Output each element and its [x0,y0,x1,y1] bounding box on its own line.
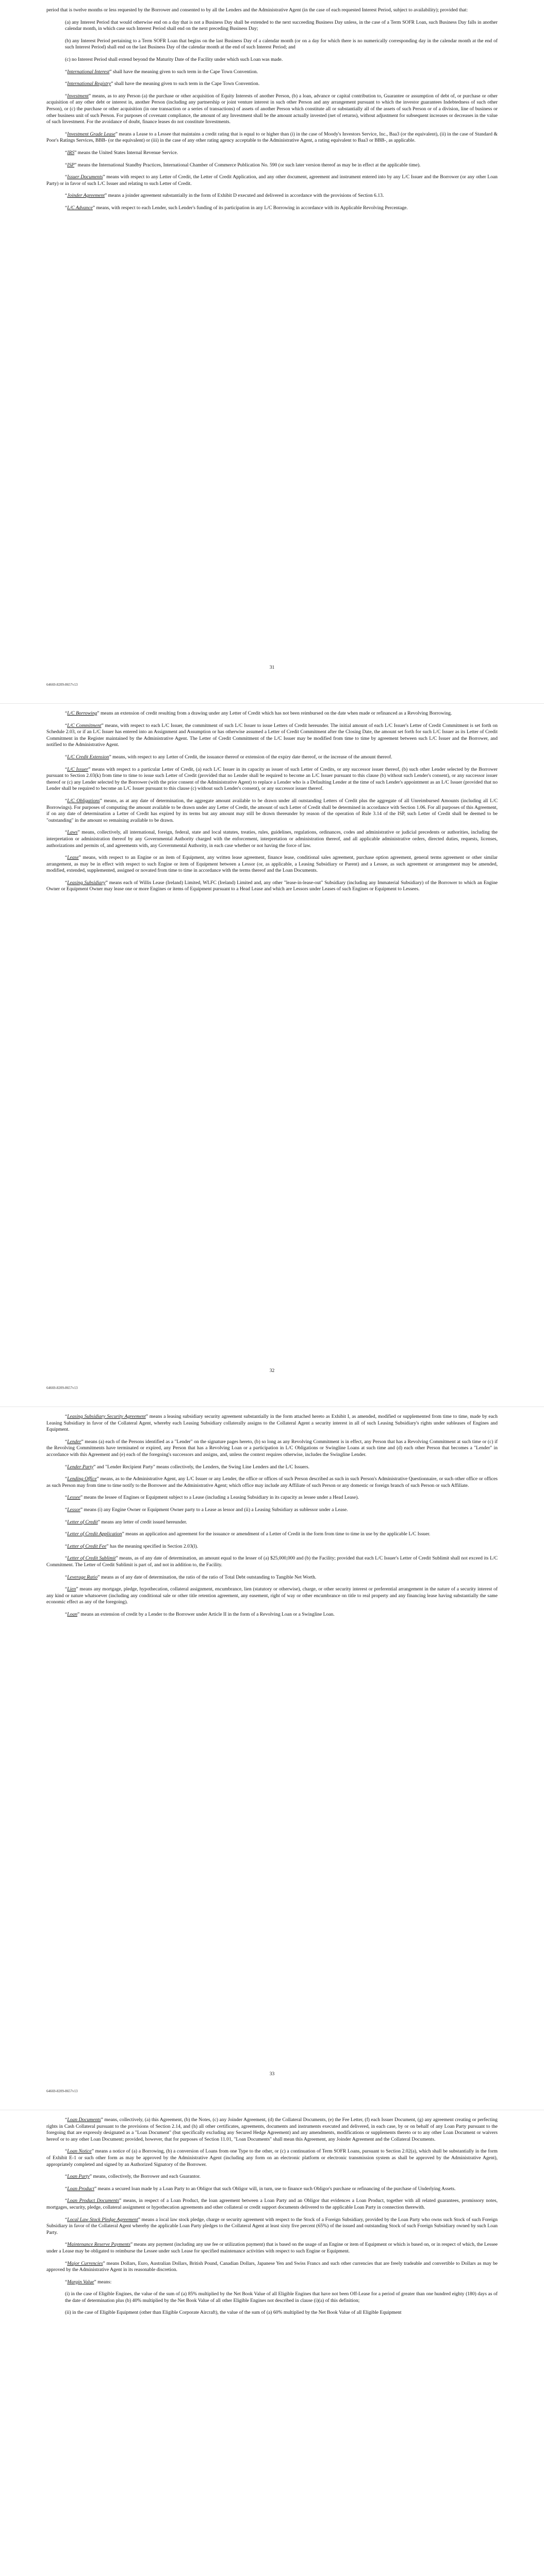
defined-term: Letter of Credit Fee [67,1543,107,1549]
definition-paragraph: “Laws” means, collectively, all international, foreign, federal, state and local statutes, treaties, rules, guidelines, regulations, ordinances, codes and administrative or judicial precedents or authorities, including the interpretation or administration thereof by any Governmental Authority charged with the enforcement, interpretation or administration thereof, and all applicable administrative orders, directed duties, requests, licenses, authorizations and permits of, and agreements with, any Governmental Authority, in each case whether or not having the force of law. [46,829,498,849]
defined-term: Lease [67,855,79,861]
paragraph-text: means a notice of (a) a Borrowing, (b) a conversion of Loans from one Type to the other, or (c) a continuation of Term SOFR Loans, pursuant to Section 2.02(a), which shall be substantially in the form of Exhibit E-1 or such other form as may be approved by the Administrative Agent (including any form on an electronic platform or electronic transmission system as shall be approved by the Administrative Agent), appropriately completed and signed by an Authorized Signatory of the Borrower. [46,2148,498,2167]
defined-term: Lien [67,1586,76,1592]
paragraph [46,20,498,32]
defined-term: International Interest [67,69,110,75]
definition-paragraph: “Letter of Credit Application” means an application and agreement for the issuance or amendment of a Letter of Credit in the form from time to time in use by the applicable L/C Issuer. [65,1531,431,1537]
page-31 [0,0,544,703]
defined-term: Lessor [67,1506,80,1513]
paragraph-text: means, with respect to any Letter of Credit, the issuance thereof or extension of the expiry date thereof, or the increase of the amount thereof. [111,754,392,760]
defined-term: ISP [67,162,75,168]
defined-term: Issuer Documents [67,174,103,180]
definition-paragraph: “Investment” means, as to any Person (a) the purchase or other acquisition of Equity Interests of another Person, (b) a loan, advance or capital contribution to, Guarantee or assumption of debt of, or purchase or other acquisition of any other debt or interest in, another Person (including any partnership or joint venture interest in such other Person and any arrangement pursuant to which the investor guarantees Indebtedness of such other Person), or (c) the purchase or other acquisition (in one transaction or a series of transactions) of assets of another Person which constitute all or substantially all of the assets of such Person or of a division, line of business or other business unit of such Person. For purposes of covenant compliance, the amount of any Investment shall be the amount actually invested (net of returns), without adjustment for subsequent increases or decreases in the value of such Investment. For the avoidance of doubt, finance leases do not constitute Investments. [46,93,498,125]
paragraph-text: means, as at any date of determination, the aggregate amount available to be drawn under all outstanding Letters of Credit plus the aggregate of all Unreimbursed Amounts (including all L/C Borrowings). For purposes of computing the amount available to be drawn under any Letter of Credit, the amount of such Letter of Credit shall be determined in accordance with Section 1.06. For all purposes of this Agreement, if on any date of determination a Letter of Credit has expired by its terms but any amount may still be drawn thereunder by reason of the operation of Rule 3.14 of the ISP, such Letter of Credit shall be deemed to be "outstanding" in the amount so remaining available to be drawn. [46,798,498,823]
paragraph [46,2291,498,2304]
definition-paragraph: “Letter of Credit Sublimit” means, as of any date of determination, an amount equal to the lesser of (a) $25,000,000 and (b) the Facility; provided that each L/C Issuer's Letter of Credit Sublimit shall not exceed its L/C Commitment. The Letter of Credit Sublimit is part of, and not in addition to, the Facility. [46,1555,498,1568]
paragraph-text: means with respect to a particular Letter of Credit, (a) each L/C Issuer in its capacity as issuer of such Letter of Credits, or any successor issuer thereof, (b) such other Lender selected by the Borrower pursuant to Section 2.03(k) from time to time to issue such Letter of Credit (provided that no Lender shall be required to become an L/C Issuer pursuant to this clause (b) without such Lender's consent), or any successor issuer thereof or (c) any Lender selected by the Borrower (with the prior consent of the Administrative Agent) to replace a Lender who is a Defaulting Lender at the time of such Lender's appointment as an L/C Issuer (provided that no Lender shall be required to become an L/C Issuer pursuant to this clause (c) without such Lender's consent), or any successor issuer thereof. [46,766,498,792]
defined-term: Investment [67,93,89,99]
paragraph-text: means, with respect to an Engine or an item of Equipment, any written lease agreement, finance lease, conditional sales agreement, purchase option agreement, general terms agreement or other similar arrangement, as may be in effect with respect to such Engine or item of Equipment between a Lessor (or, as applicable, a Leasing Subsidiary or Parent) and a Lessee, as such agreement or arrangement may be amended, modified, extended, supplemented, assigned or novated from time to time in accordance with the terms thereof and the Loan Documents. [46,855,498,874]
paragraph-text: (a) any Interest Period that would otherwise end on a day that is not a Business Day shall be extended to the next succeeding Business Day unless, in the case of a Term SOFR Loan, such Business Day falls in another calendar month, in which case such Interest Period shall end on the next preceding Business Day; [65,19,498,32]
definition-paragraph: “Loan Product” means a secured loan made by a Loan Party to an Obligor that such Obligor will, in turn, use to finance such Obligor's purchase or refinancing of the purchase of Underlying Assets. [65,2185,456,2192]
defined-term: L/C Advance [67,205,93,211]
defined-term: Loan Notice [67,2148,92,2155]
definition-paragraph: “Local Law Stock Pledge Agreement” means a local law stock pledge, charge or security agreement with respect to the Stock of a Foreign Subsidiary, provided by the Loan Party who owns such Stock of such Foreign Subsidiary in favor of the Collateral Agent whereby the applicable Loan Party pledges to the Collateral Agent at least sixty five percent (65%) of the issued and outstanding Stock of such Foreign Subsidiary owned by such Loan Party. [46,2216,498,2235]
paragraph-text: means, collectively, (a) this Agreement, (b) the Notes, (c) any Joinder Agreement, (d) the Collateral Documents, (e) the Fee Letter, (f) each Issuer Document, (g) any agreement creating or perfecting rights in Cash Collateral pursuant to the provisions of Section 2.14, and (h) all other certificates, agreements, documents and instruments executed and delivered, in each case, by or on behalf of any Loan Party pursuant to the foregoing that are expressly designated as a "Loan Document" (but specifically excluding any Secured Hedge Agreement) and any amendments, modifications or supplements thereto or to any other Loan Document or waivers hereof or to any other Loan Document; provided, however, that for purposes of Section 11.01, "Loan Documents" shall mean this Agreement, any Joinder Agreement and the Collateral Documents. [46,2117,498,2142]
paragraph-text: means a Lease to a Lessee that maintains a credit rating that is equal to or higher than (i) in the case of Moody's Investors Service, Inc., Baa3 (or the equivalent), (ii) in the case of Standard & Poor's Ratings Services, BBB- (or the equivalent) or (iii) in the case of any other rating agency acceptable to the Administrative Agent, a rating equivalent to Baa3 or BBB-, as applicable. [46,131,498,144]
page-body [46,2117,498,2322]
definition-paragraph: “L/C Issuer” means with respect to a particular Letter of Credit, (a) each L/C Issuer in its capacity as issuer of such Letter of Credits, or any successor issuer thereof, (b) such other Lender selected by the Borrower pursuant to Section 2.03(k) from time to time to issue such Letter of Credit (provided that no Lender shall be required to become an L/C Issuer pursuant to this clause (b) without such Lender's consent), or any successor issuer thereof or (c) any Lender selected by the Borrower (with the prior consent of the Administrative Agent) to replace a Lender who is a Defaulting Lender at the time of such Lender's appointment as an L/C Issuer (provided that no Lender shall be required to become an L/C Issuer pursuant to this clause (c) without such Lender's consent), or any successor issuer thereof. [46,766,498,792]
document-id-footer: 64669-8209-8657v13 [46,1386,78,1390]
page-divider [0,703,544,704]
defined-term: Major Currencies [67,2260,103,2266]
paragraph-text: period that is twelve months or less requested by the Borrower and consented to by all the Lenders and the Administrative Agent (in the case of each requested Interest Period, subject to availability); provided that: [46,7,468,13]
page-number: 32 [269,1368,275,1374]
defined-term: Leverage Ratio [67,1574,98,1580]
paragraph-text: shall have the meaning given to such term in the Cape Town Convention. [111,69,258,75]
defined-term: L/C Commitment [67,722,102,728]
definition-paragraph: “Loan” means an extension of credit by a Lender to the Borrower under Article II in the form of a Revolving Loan or a Swingline Loan. [65,1611,335,1617]
paragraph-text: (b) any Interest Period pertaining to a Term SOFR Loan that begins on the last Business Day of a calendar month (or on a day for which there is no numerically corresponding day in the calendar month at the end of such Interest Period) shall end on the last Business Day of the calendar month at the end of such Interest Period; and [65,38,498,50]
paragraph-text: means a joinder agreement substantially in the form of Exhibit D executed and delivered in accordance with the provisions of Section 6.13. [107,193,384,199]
paragraph-text: means with respect to any Letter of Credit, the Letter of Credit Application, and any other document, agreement and instrument entered into by any L/C Issuer and the Borrower (or any other Loan Party) or in favor of such L/C Issuer and relating to such Letter of Credit. [46,174,498,187]
definition-paragraph: “Leasing Subsidiary” means each of Willis Lease (Ireland) Limited, WLFC (Ireland) Limited and, any other "lease-in-lease-out" Subsidiary (including any Immaterial Subsidiary) of the Borrower to which an Engine Owner or Equipment Owner may lease one or more Engines or items of Equipment pursuant to a Head Lease and which are Lessors under Leases of such Engines or Equipment to Lessees. [46,879,498,892]
paragraph-text: (ii) in the case of Eligible Equipment (other than Eligible Corporate Aircraft), the value of the sum of (a) 60% multiplied by the Net Book Value of all Eligible Equipment [65,2310,402,2316]
paragraph-text: means an extension of credit resulting from a drawing under any Letter of Credit which has not been reimbursed on the date when made or refinanced as a Revolving Borrowing. [99,710,452,716]
defined-term: Letter of Credit [67,1519,98,1525]
paragraph-text: means the United States Internal Revenue Service. [76,149,178,156]
paragraph-text: and "Lender Recipient Party" means collectively, the Lenders, the Swing Line Lenders and the L/C Issuers. [95,1464,309,1470]
defined-term: IRS [67,149,75,156]
page-33 [0,1406,544,2110]
page-34 [0,2110,544,2576]
defined-term: Joinder Agreement [67,193,105,199]
paragraph-text: means, collectively, the Borrower and each Guarantor. [91,2174,201,2180]
paragraph-text: means: [96,2279,112,2285]
paragraph-text: means, collectively, all international, foreign, federal, state and local statutes, treaties, rules, guidelines, regulations, ordinances, codes and administrative or judicial precedents or authorities, including the interpretation or administration thereof by any Governmental Authority charged with the enforcement, interpretation or administration thereof, and all applicable administrative orders, directed duties, requests, licenses, authorizations and permits of, and agreements with, any Governmental Authority, in each case whether or not having the force of law. [46,829,498,849]
page-number: 33 [269,2071,275,2077]
definition-paragraph: “Lender Party” and "Lender Recipient Party" means collectively, the Lenders, the Swing Line Lenders and the L/C Issuers. [65,1464,309,1470]
paragraph-text: means, as to the Administrative Agent, any L/C Issuer or any Lender, the office or offices of such Person described as such in such Person's Administrative Questionnaire, or such other office or offices as such Person may from time to time notify to the Borrower and the Administrative Agent; which office may include any Affiliate of such Person or any domestic or foreign branch of such Person or such Affiliate. [46,1476,498,1488]
paragraph-text: means an application and agreement for the issuance or amendment of a Letter of Credit in the form from time to time in use by the applicable L/C Issuer. [124,1531,431,1537]
paragraph-text: means, with respect to each Lender, such Lender's funding of its participation in any L/C Borrowing in accordance with its Applicable Revolving Percentage. [95,205,408,211]
paragraph-text: means the lessee of Engines or Equipment subject to a Lease (including a Leasing Subsidiary in its capacity as lessee under a Head Lease). [83,1495,359,1501]
definition-paragraph: “Lessor” means (i) any Engine Owner or Equipment Owner party to a Lease as lessor and (ii) a Leasing Subsidiary as sublessor under a Lease. [65,1506,348,1513]
paragraph-text: means each of Willis Lease (Ireland) Limited, WLFC (Ireland) Limited and, any other "lease-in-lease-out" Subsidiary (including any Immaterial Subsidiary) of the Borrower to which an Engine Owner or Equipment Owner may lease one or more Engines or items of Equipment pursuant to a Head Lease and which are Lessors under Leases of such Engines or Equipment to Lessees. [46,879,498,892]
defined-term: L/C Issuer [67,766,89,772]
defined-term: Lessee [67,1495,80,1501]
document-id-footer: 64669-8209-8657v13 [46,2089,78,2093]
definition-paragraph: “ISP” means the International Standby Practices, International Chamber of Commerce Publication No. 590 (or such later version thereof as may be in effect at the applicable time). [65,162,421,168]
definition-paragraph: “Loan Product Documents” means, in respect of a Loan Product, the loan agreement between a Loan Party and an Obligor that evidences a Loan Product, together with all related guarantees, promissory notes, mortgages, security, pledge, collateral assignment or hypothecation agreements and other collateral or credit support documents delivered to the applicable Loan Party in connection therewith. [46,2198,498,2210]
definition-paragraph: “L/C Borrowing” means an extension of credit resulting from a drawing under any Letter of Credit which has not been reimbursed on the date when made or refinanced as a Revolving Borrowing. [65,710,452,716]
defined-term: Maintenance Reserve Payments [67,2242,130,2248]
defined-term: L/C Borrowing [67,710,97,716]
paragraph-text: means any letter of credit issued hereunder. [100,1519,187,1525]
paragraph-text: means Dollars, Euro, Australian Dollars, British Pound, Canadian Dollars, Japanese Yen and Swiss Francs and such other currencies that are freely tradeable and convertible to Dollars as may be approved by the Administrative Agent in its reasonable discretion. [46,2260,498,2273]
defined-term: L/C Obligations [67,798,100,804]
paragraph-text: means as of any date of determination, the ratio of the ratio of Total Debt outstanding to Tangible Net Worth. [100,1574,317,1580]
paragraph-text: means a local law stock pledge, charge or security agreement with respect to the Stock of a Foreign Subsidiary, provided by the Loan Party who owns such Stock of such Foreign Subsidiary in favor of the Collateral Agent whereby the applicable Loan Party pledges to the Collateral Agent at least sixty five percent (65%) of the issued and outstanding Stock of such Foreign Subsidiary owned by such Loan Party. [46,2216,498,2235]
defined-term: Lending Office [67,1476,97,1482]
page-divider [0,1406,544,1407]
definition-paragraph: “L/C Advance” means, with respect to each Lender, such Lender's funding of its participation in any L/C Borrowing in accordance with its Applicable Revolving Percentage. [65,205,408,211]
defined-term: Leasing Subsidiary Security Agreement [67,1414,146,1419]
definition-paragraph: “International Registry” shall have the meaning given to such term in the Cape Town Convention. [65,81,260,87]
defined-term: Loan Product Documents [67,2198,119,2204]
definition-paragraph: “Leasing Subsidiary Security Agreement” means a leasing subsidiary security agreement substantially in the form attached hereto as Exhibit I, as amended, modified or supplemented from time to time, made by each Leasing Subsidiary in favor of the Collateral Agent, whereby each Leasing Subsidiary collaterally assigns to the Collateral Agent a security interest in all of such Leasing Subsidiary's rights under subleases of Engines and Equipment. [46,1414,498,1433]
page-body [46,1414,498,1623]
defined-term: Loan Documents [67,2117,101,2123]
defined-term: Lender [67,1438,81,1445]
defined-term: Letter of Credit Application [67,1531,122,1537]
definition-paragraph: “Loan Party” means, collectively, the Borrower and each Guarantor. [65,2174,201,2180]
paragraph-text: means any mortgage, pledge, hypothecation, collateral assignment, encumbrance, lien (statutory or otherwise), charge, or other security interest or preferential arrangement in the nature of a security interest of any kind or nature whatsoever (including any conditional sale or other title retention agreement, any easement, right of way or other encumbrance on title to real property and any financing lease having substantially the same economic effect as any of the foregoing). [46,1586,498,1605]
defined-term: Loan Party [67,2174,90,2180]
defined-term: Local Law Stock Pledge Agreement [67,2216,138,2223]
paragraph-text: means the International Standby Practices, International Chamber of Commerce Publication No. 590 (or such later version thereof as may be in effect at the applicable time). [76,162,421,168]
defined-term: Lender Party [67,1464,94,1470]
definition-paragraph: “Loan Documents” means, collectively, (a) this Agreement, (b) the Notes, (c) any Joinder Agreement, (d) the Collateral Documents, (e) the Fee Letter, (f) each Issuer Document, (g) any agreement creating or perfecting rights in Cash Collateral pursuant to the provisions of Section 2.14, and (h) all other certificates, agreements, documents and instruments executed and delivered, in each case, by or on behalf of any Loan Party pursuant to the foregoing that are expressly designated as a "Loan Document" (but specifically excluding any Secured Hedge Agreement) and any amendments, modifications or supplements thereto or to any other Loan Document or waivers hereof or to any other Loan Document; provided, however, that for purposes of Section 11.01, "Loan Documents" shall mean this Agreement, any Joinder Agreement and the Collateral Documents. [46,2117,498,2142]
definition-paragraph: “Letter of Credit Fee” has the meaning specified in Section 2.03(l). [65,1543,199,1549]
defined-term: L/C Credit Extension [67,754,109,760]
paragraph-text: means any payment (including any use fee or utilization payment) that is based on the usage of an Engine or item of Equipment or which is based on, or in respect of which, the Lessee under a Lease may be obligated to reimburse the Lessee under such Lease for specified maintenance activities with respect to such Engine or Equipment. [46,2242,498,2254]
defined-term: Laws [67,829,78,836]
definition-paragraph: “Lender” means (a) each of the Persons identified as a "Lender" on the signature pages hereto, (b) so long as any Revolving Commitment is in effect, any Person that has a Revolving Commitment at such time or (c) if the Revolving Commitments have terminated or expired, any Person that has a Revolving Loan or a participation in L/C Obligations or Swingline Loans at such time and (d) each other Person that becomes a "Lender" in accordance with this Agreement and (e) each of the foregoing's successors and assigns, and, unless the context requires otherwise, includes the Swingline Lender. [46,1438,498,1458]
definition-paragraph: “IRS” means the United States Internal Revenue Service. [65,149,178,156]
defined-term: Investment Grade Lease [67,131,116,137]
definition-paragraph: “Loan Notice” means a notice of (a) a Borrowing, (b) a conversion of Loans from one Type to the other, or (c) a continuation of Term SOFR Loans, pursuant to Section 2.02(a), which shall be substantially in the form of Exhibit E-1 or such other form as may be approved by the Administrative Agent (including any form on an electronic platform or electronic transmission system as shall be approved by the Administrative Agent), appropriately completed and signed by an Authorized Signatory of the Borrower. [46,2148,498,2167]
defined-term: Loan Product [67,2185,94,2192]
paragraph-text: has the meaning specified in Section 2.03(l). [108,1543,199,1549]
definition-paragraph: “Major Currencies” means Dollars, Euro, Australian Dollars, British Pound, Canadian Dollars, Japanese Yen and Swiss Francs and such other currencies that are freely tradeable and convertible to Dollars as may be approved by the Administrative Agent in its reasonable discretion. [46,2260,498,2273]
paragraph [46,2310,498,2316]
definition-paragraph: “L/C Commitment” means, with respect to each L/C Issuer, the commitment of such L/C Issuer to issue Letters of Credit hereunder. The initial amount of each L/C Issuer's Letter of Credit Commitment is set forth on Schedule 2.03, or if an L/C Issuer has entered into an Assignment and Assumption or has otherwise assumed a Letter of Credit Commitment after the Closing Date, the amount set forth for such L/C Issuer as its Letter of Credit Commitment in the Register maintained by the Administrative Agent. The Letter of Credit Commitment of the L/C Issuer may be modified from time to time by agreement between such L/C Issuer and the Borrower, and notified to the Administrative Agent. [46,722,498,748]
paragraph-text: (c) no Interest Period shall extend beyond the Maturity Date of the Facility under which such Loan was made. [65,56,283,62]
page-32 [0,703,544,1406]
page-body [46,710,498,899]
definition-paragraph: “Lease” means, with respect to an Engine or an item of Equipment, any written lease agreement, finance lease, conditional sales agreement, purchase option agreement, general terms agreement or other similar arrangement, as may be in effect with respect to such Engine or item of Equipment between a Lessor (or, as applicable, a Leasing Subsidiary or Parent) and a Lessee, as such agreement or arrangement may be amended, modified, extended, supplemented, assigned or novated from time to time in accordance with the terms thereof and the Loan Documents. [46,855,498,874]
paragraph-text: means a secured loan made by a Loan Party to an Obligor that such Obligor will, in turn, use to finance such Obligor's purchase or refinancing of the purchase of Underlying Assets. [96,2185,456,2192]
definition-paragraph: “Investment Grade Lease” means a Lease to a Lessee that maintains a credit rating that is equal to or higher than (i) in the case of Moody's Investors Service, Inc., Baa3 (or the equivalent), (ii) in the case of Standard & Poor's Ratings Services, BBB- (or the equivalent) or (iii) in the case of any other rating agency acceptable to the Administrative Agent, a rating equivalent to Baa3 or BBB-, as applicable. [46,131,498,144]
document-id-footer: 64669-8209-8657v13 [46,683,78,687]
definition-paragraph: “Leverage Ratio” means as of any date of determination, the ratio of the ratio of Total Debt outstanding to Tangible Net Worth. [65,1574,317,1580]
paragraph [46,38,498,51]
definition-paragraph: “Joinder Agreement” means a joinder agreement substantially in the form of Exhibit D executed and delivered in accordance with the provisions of Section 6.13. [65,193,384,199]
page-number: 31 [269,665,275,670]
paragraph-text: means (i) any Engine Owner or Equipment Owner party to a Lease as lessor and (ii) a Leasing Subsidiary as sublessor under a Lease. [83,1506,348,1513]
paragraph-text: means, with respect to each L/C Issuer, the commitment of such L/C Issuer to issue Letters of Credit hereunder. The initial amount of each L/C Issuer's Letter of Credit Commitment is set forth on Schedule 2.03, or if an L/C Issuer has entered into an Assignment and Assumption or has otherwise assumed a Letter of Credit Commitment after the Closing Date, the amount set forth for such L/C Issuer as its Letter of Credit Commitment in the Register maintained by the Administrative Agent. The Letter of Credit Commitment of the L/C Issuer may be modified from time to time by agreement between such L/C Issuer and the Borrower, and notified to the Administrative Agent. [46,722,498,748]
definition-paragraph: “Maintenance Reserve Payments” means any payment (including any use fee or utilization payment) that is based on the usage of an Engine or item of Equipment or which is based on, or in respect of which, the Lessee under a Lease may be obligated to reimburse the Lessee under such Lease for specified maintenance activities with respect to such Engine or Equipment. [46,2242,498,2254]
definition-paragraph: “Lien” means any mortgage, pledge, hypothecation, collateral assignment, encumbrance, lien (statutory or otherwise), charge, or other security interest or preferential arrangement in the nature of a security interest of any kind or nature whatsoever (including any conditional sale or other title retention agreement, any easement, right of way or other encumbrance on title to real property and any financing lease having substantially the same economic effect as any of the foregoing). [46,1586,498,1605]
paragraph-text: means a leasing subsidiary security agreement substantially in the form attached hereto as Exhibit I, as amended, modified or supplemented from time to time, made by each Leasing Subsidiary in favor of the Collateral Agent, whereby each Leasing Subsidiary collaterally assigns to the Collateral Agent a security interest in all of such Leasing Subsidiary's rights under subleases of Engines and Equipment. [46,1414,498,1433]
paragraph-text: means, as to any Person (a) the purchase or other acquisition of Equity Interests of another Person, (b) a loan, advance or capital contribution to, Guarantee or assumption of debt of, or purchase or other acquisition of any other debt or interest in, another Person (including any partnership or joint venture interest in such other Person and any arrangement pursuant to which the investor guarantees Indebtedness of such other Person), or (c) the purchase or other acquisition (in one transaction or a series of transactions) of assets of another Person which constitute all or substantially all of the assets of such Person or of a division, line of business or other business unit of such Person. For purposes of covenant compliance, the amount of any Investment shall be the amount actually invested (net of returns), without adjustment for subsequent increases or decreases in the value of such Investment. For the avoidance of doubt, finance leases do not constitute Investments. [46,93,498,125]
paragraph-text: (i) in the case of Eligible Engines, the value of the sum of (a) 85% multiplied by the Net Book Value of all Eligible Engines that have not been Off-Lease for a period of greater than one hundred eighty (180) days as of the date of determination plus (b) 40% multiplied by the Net Book Value of all other Eligible Engines not described in clause (i)(a) of this definition; [65,2291,498,2303]
definition-paragraph: “Margin Value” means: [65,2279,112,2285]
definition-paragraph: “Lessee” means the lessee of Engines or Equipment subject to a Lease (including a Leasing Subsidiary in its capacity as lessee under a Head Lease). [65,1495,359,1501]
paragraph-text: means an extension of credit by a Lender to the Borrower under Article II in the form of a Revolving Loan or a Swingline Loan. [79,1611,335,1617]
paragraph [46,7,498,14]
definition-paragraph: “International Interest” shall have the meaning given to such term in the Cape Town Convention. [65,69,258,75]
defined-term: International Registry [67,81,111,87]
definition-paragraph: “L/C Obligations” means, as at any date of determination, the aggregate amount available to be drawn under all outstanding Letters of Credit plus the aggregate of all Unreimbursed Amounts (including all L/C Borrowings). For purposes of computing the amount available to be drawn under any Letter of Credit, the amount of such Letter of Credit shall be determined in accordance with Section 1.06. For all purposes of this Agreement, if on any date of determination a Letter of Credit has expired by its terms but any amount may still be drawn thereunder by reason of the operation of Rule 3.14 of the ISP, such Letter of Credit shall be deemed to be "outstanding" in the amount so remaining available to be drawn. [46,798,498,823]
definition-paragraph: “Issuer Documents” means with respect to any Letter of Credit, the Letter of Credit Application, and any other document, agreement and instrument entered into by any L/C Issuer and the Borrower (or any other Loan Party) or in favor of such L/C Issuer and relating to such Letter of Credit. [46,174,498,187]
definition-paragraph: “L/C Credit Extension” means, with respect to any Letter of Credit, the issuance thereof or extension of the expiry date thereof, or the increase of the amount thereof. [65,754,392,760]
paragraph [46,57,498,63]
paragraph-text: means, as of any date of determination, an amount equal to the lesser of (a) $25,000,000 and (b) the Facility; provided that each L/C Issuer's Letter of Credit Sublimit shall not exceed its L/C Commitment. The Letter of Credit Sublimit is part of, and not in addition to, the Facility. [46,1555,498,1568]
defined-term: Leasing Subsidiary [67,879,106,886]
definition-paragraph: “Lending Office” means, as to the Administrative Agent, any L/C Issuer or any Lender, the office or offices of such Person described as such in such Person's Administrative Questionnaire, or such other office or offices as such Person may from time to time notify to the Borrower and the Administrative Agent; which office may include any Affiliate of such Person or any domestic or foreign branch of such Person or such Affiliate. [46,1476,498,1488]
paragraph-text: means, in respect of a Loan Product, the loan agreement between a Loan Party and an Obligor that evidences a Loan Product, together with all related guarantees, promissory notes, mortgages, security, pledge, collateral assignment or hypothecation agreements and other collateral or credit support documents delivered to the applicable Loan Party in connection therewith. [46,2198,498,2210]
paragraph-text: shall have the meaning given to such term in the Cape Town Convention. [113,81,260,87]
definition-paragraph: “Letter of Credit” means any letter of credit issued hereunder. [65,1519,187,1525]
page-body [46,7,498,217]
defined-term: Margin Value [67,2279,94,2285]
paragraph-text: means (a) each of the Persons identified as a "Lender" on the signature pages hereto, (b) so long as any Revolving Commitment is in effect, any Person that has a Revolving Commitment at such time or (c) if the Revolving Commitments have terminated or expired, any Person that has a Revolving Loan or a participation in L/C Obligations or Swingline Loans at such time and (d) each other Person that becomes a "Lender" in accordance with this Agreement and (e) each of the foregoing's successors and assigns, and, unless the context requires otherwise, includes the Swingline Lender. [46,1438,498,1458]
defined-term: Letter of Credit Sublimit [67,1555,116,1562]
defined-term: Loan [67,1611,77,1617]
